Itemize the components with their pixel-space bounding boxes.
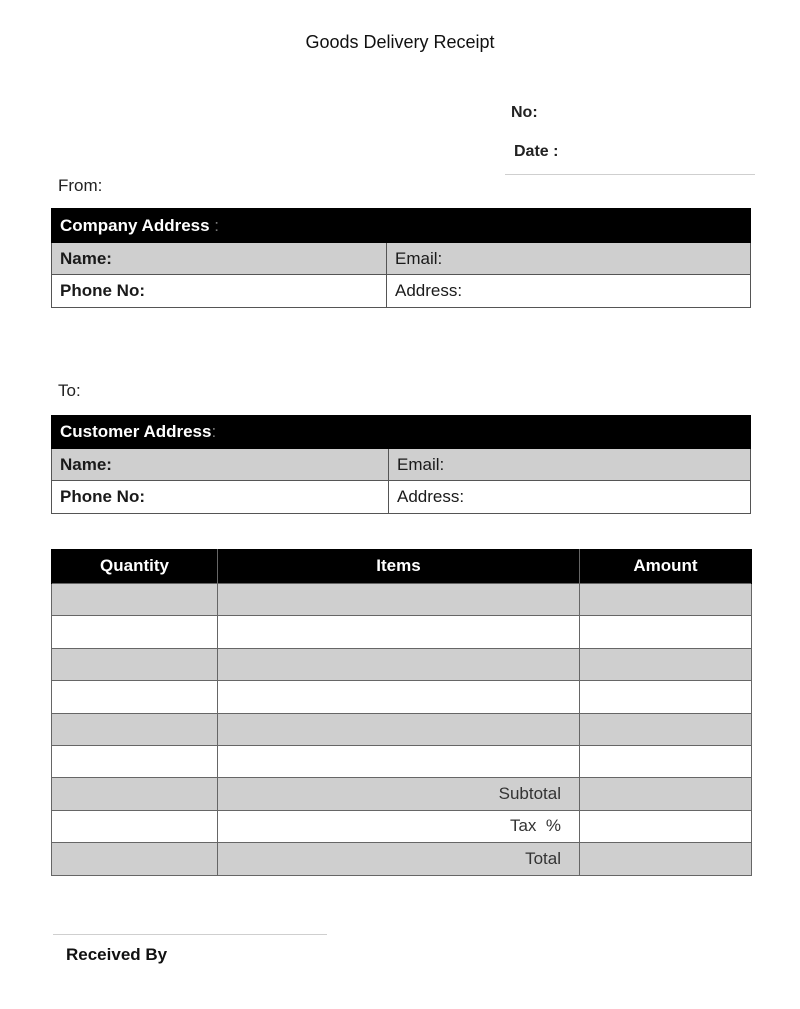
to-email-field[interactable]: Email: [389,449,751,481]
quantity-cell[interactable] [52,648,218,680]
from-email-field[interactable]: Email: [387,243,751,275]
quantity-cell[interactable] [52,681,218,713]
to-name-field[interactable]: Name: [52,449,389,481]
tax-amount[interactable] [580,810,752,842]
receipt-number-label: No: [511,104,538,121]
signature-line [53,934,327,935]
from-name-field[interactable]: Name: [52,243,387,275]
item-cell[interactable] [218,648,580,680]
to-address-field[interactable]: Address: [389,481,751,514]
item-cell[interactable] [218,681,580,713]
amount-cell[interactable] [580,616,752,648]
amount-header: Amount [580,549,752,584]
tax-label: Tax % [218,810,580,842]
company-address-table [51,208,751,308]
subtotal-row [52,778,752,810]
table-row [52,681,752,713]
quantity-cell [52,810,218,842]
quantity-header: Quantity [52,549,218,584]
document-title: Goods Delivery Receipt [305,32,495,52]
item-cell[interactable] [218,713,580,745]
table-row [52,616,752,648]
item-cell[interactable] [218,584,580,616]
amount-cell[interactable] [580,745,752,777]
amount-cell[interactable] [580,713,752,745]
item-cell[interactable] [218,616,580,648]
items-table [51,549,752,876]
item-cell[interactable] [218,745,580,777]
items-header: Items [218,549,580,584]
quantity-cell [52,843,218,875]
subtotal-amount[interactable] [580,778,752,810]
from-label: From: [58,176,103,195]
table-row [52,745,752,777]
total-amount[interactable] [580,843,752,875]
customer-address-header: Customer Address: [52,416,751,449]
quantity-cell[interactable] [52,616,218,648]
quantity-cell[interactable] [52,713,218,745]
customer-address-table [51,415,751,514]
to-label: To: [58,381,81,400]
total-label: Total [218,843,580,875]
date-label: Date : [514,143,559,160]
amount-cell[interactable] [580,648,752,680]
to-phone-field[interactable]: Phone No: [52,481,389,514]
table-row [52,648,752,680]
total-row [52,843,752,875]
subtotal-label: Subtotal [218,778,580,810]
company-address-header: Company Address : [52,209,751,243]
received-by-label: Received By [66,945,168,964]
table-row [52,584,752,616]
from-phone-field[interactable]: Phone No: [52,275,387,308]
quantity-cell[interactable] [52,584,218,616]
tax-row [52,810,752,842]
from-address-field[interactable]: Address: [387,275,751,308]
date-line [505,174,755,175]
quantity-cell[interactable] [52,745,218,777]
table-row [52,713,752,745]
quantity-cell [52,778,218,810]
amount-cell[interactable] [580,681,752,713]
amount-cell[interactable] [580,584,752,616]
